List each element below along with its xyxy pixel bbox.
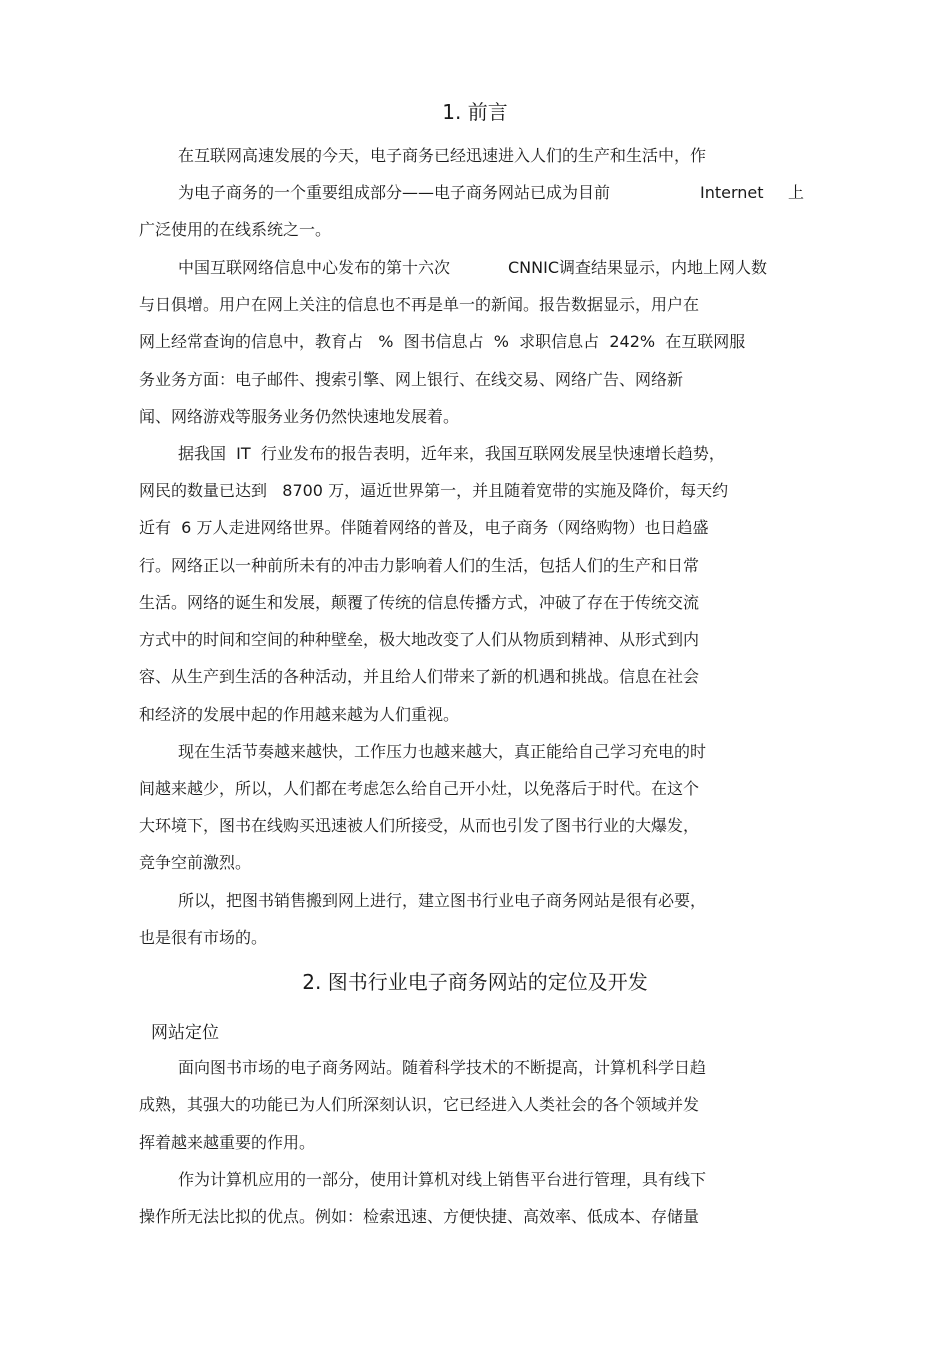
p6-line-1: 面向图书市场的电子商务网站。随着科学技术的不断提高，计算机科学日趋 [178,1058,707,1077]
p3-line-4: 行。网络正以一种前所未有的冲击力影响着人们的生活，包括人们的生产和日常 [139,556,700,575]
p3-line-7: 容、从生产到生活的各种活动，并且给人们带来了新的机遇和挑战。信息在社会 [139,667,700,686]
p7-line-1: 作为计算机应用的一部分，使用计算机对线上销售平台进行管理，具有线下 [178,1170,707,1189]
p3-line-6: 方式中的时间和空间的种种壁垒，极大地改变了人们从物质到精神、从形式到内 [139,630,700,649]
p1-line-1: 在互联网高速发展的今天，电子商务已经迅速进入人们的生产和生活中，作 [178,146,707,165]
heading-positioning: 网站定位 [151,1023,219,1043]
p4-line-4: 竞争空前激烈。 [139,853,252,872]
heading-section-2: 2. 图书行业电子商务网站的定位及开发 [302,970,648,994]
heading-intro: 1. 前言 [442,100,508,124]
p2-line-1a: 中国互联网络信息中心发布的第十六次 [178,258,451,277]
p1-line-2c: 上 [788,183,805,202]
p1-line-2b: Internet [700,183,764,202]
p6-line-3: 挥着越来越重要的作用。 [139,1133,316,1152]
p2-line-1b: CNNIC调查结果显示，内地上网人数 [508,258,768,277]
p3-line-2: 网民的数量已达到 8700 万，逼近世界第一，并且随着宽带的实施及降价，每天约 [139,481,729,500]
p2-line-2: 与日俱增。用户在网上关注的信息也不再是单一的新闻。报告数据显示，用户在 [139,295,700,314]
p1-line-3: 广泛使用的在线系统之一。 [139,220,332,239]
p3-line-1: 据我国 IT 行业发布的报告表明，近年来，我国互联网发展呈快速增长趋势， [178,444,725,463]
p6-line-2: 成熟，其强大的功能已为人们所深刻认识，它已经进入人类社会的各个领域并发 [139,1095,700,1114]
p2-line-3: 网上经常查询的信息中，教育占 % 图书信息占 % 求职信息占 242% 在互联网服 [139,332,746,351]
p5-line-2: 也是很有市场的。 [139,928,268,947]
p3-line-5: 生活。网络的诞生和发展，颠覆了传统的信息传播方式，冲破了存在于传统交流 [139,593,700,612]
p3-line-3: 近有 6 万人走进网络世界。伴随着网络的普及，电子商务（网络购物）也日趋盛 [139,518,709,537]
p5-line-1: 所以，把图书销售搬到网上进行，建立图书行业电子商务网站是很有必要， [178,891,707,910]
p4-line-2: 间越来越少，所以，人们都在考虑怎么给自己开小灶，以免落后于时代。在这个 [139,779,700,798]
p3-line-8: 和经济的发展中起的作用越来越为人们重视。 [139,705,460,724]
p2-line-4: 务业务方面：电子邮件、搜索引擎、网上银行、在线交易、网络广告、网络新 [139,370,684,389]
p2-line-5: 闻、网络游戏等服务业务仍然快速地发展着。 [139,407,460,426]
p7-line-2: 操作所无法比拟的优点。例如：检索迅速、方便快捷、高效率、低成本、存储量 [139,1207,700,1226]
p4-line-3: 大环境下，图书在线购买迅速被人们所接受，从而也引发了图书行业的大爆发， [139,816,700,835]
p4-line-1: 现在生活节奏越来越快，工作压力也越来越大，真正能给自己学习充电的时 [178,742,707,761]
p1-line-2a: 为电子商务的一个重要组成部分——电子商务网站已成为目前 [178,183,611,202]
